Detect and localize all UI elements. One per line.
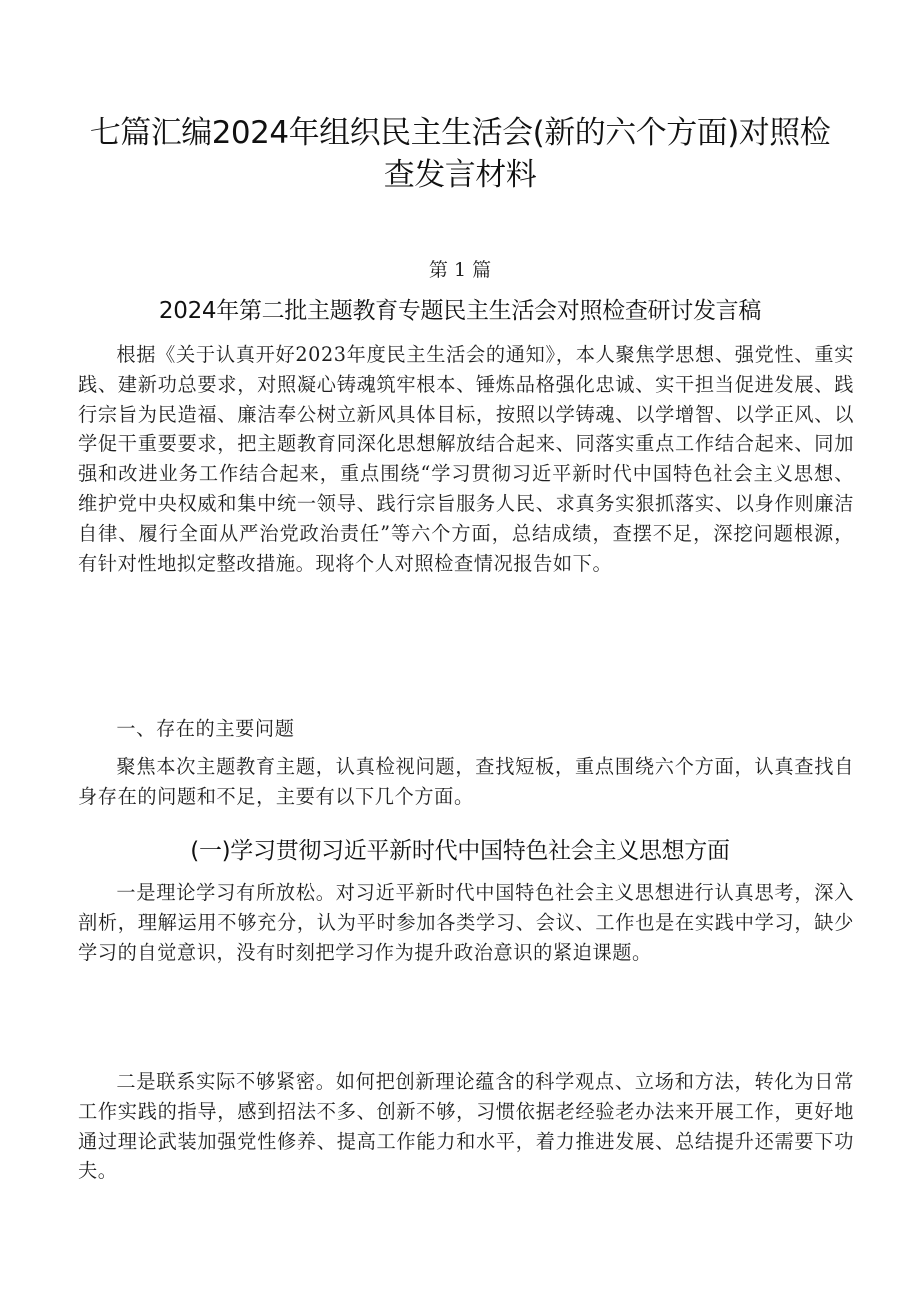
problems-intro-paragraph: 聚焦本次主题教育主题，认真检视问题，查找短板，重点围绕六个方面，认真查找自身存在的问题和不足，主要有以下几个方面。: [78, 755, 854, 808]
point-one-paragraph: 一是理论学习有所放松。对习近平新时代中国特色社会主义思想进行认真思考，深入剖析，理解运用不够充分，认为平时参加各类学习、会议、工作也是在实践中学习，缺少学习的自觉意识，没有时刻把学习作为提升政治意识的紧迫课题。: [78, 881, 854, 964]
point-two-paragraph: 二是联系实际不够紧密。如何把创新理论蕴含的科学观点、立场和方法，转化为日常工作实践的指导，感到招法不多、创新不够，习惯依据老经验老办法来开展工作，更好地通过理论武装加强党性修养、提高工作能力和水平，着力推进发展、总结提升还需要下功夫。: [78, 1070, 854, 1183]
section-heading: 2024年第二批主题教育专题民主生活会对照检查研讨发言稿: [158, 298, 762, 324]
subheading-theory-study: (一)学习贯彻习近平新时代中国特色社会主义思想方面: [190, 838, 730, 864]
section-label: 第 1 篇: [428, 259, 492, 281]
document-title: 七篇汇编2024年组织民主生活会(新的六个方面)对照检查发言材料: [89, 115, 831, 193]
intro-paragraph: 根据《关于认真开好2023年度民主生活会的通知》，本人聚焦学思想、强党性、重实践、建新功总要求，对照凝心铸魂筑牢根本、锤炼品格强化忠诚、实干担当促进发展、践行宗旨为民造福、廉洁奉公树立新风具体目标，按照以学铸魂、以学增智、以学正风、以学促干重要要求，把主题教育同深化思想解放结合起来、同落实重点工作结合起来、同加强和改进业务工作结合起来，重点围绕“学习贯彻习近平新时代中国特色社会主义思想、维护党中央权威和集中统一领导、践行宗旨服务人民、求真务实狠抓落实、以身作则廉洁自律、履行全面从严治党政治责任”等六个方面，总结成绩，查摆不足，深挖问题根源，有针对性地拟定整改措施。现将个人对照检查情况报告如下。: [78, 343, 854, 575]
problems-heading: 一、存在的主要问题: [116, 717, 295, 740]
